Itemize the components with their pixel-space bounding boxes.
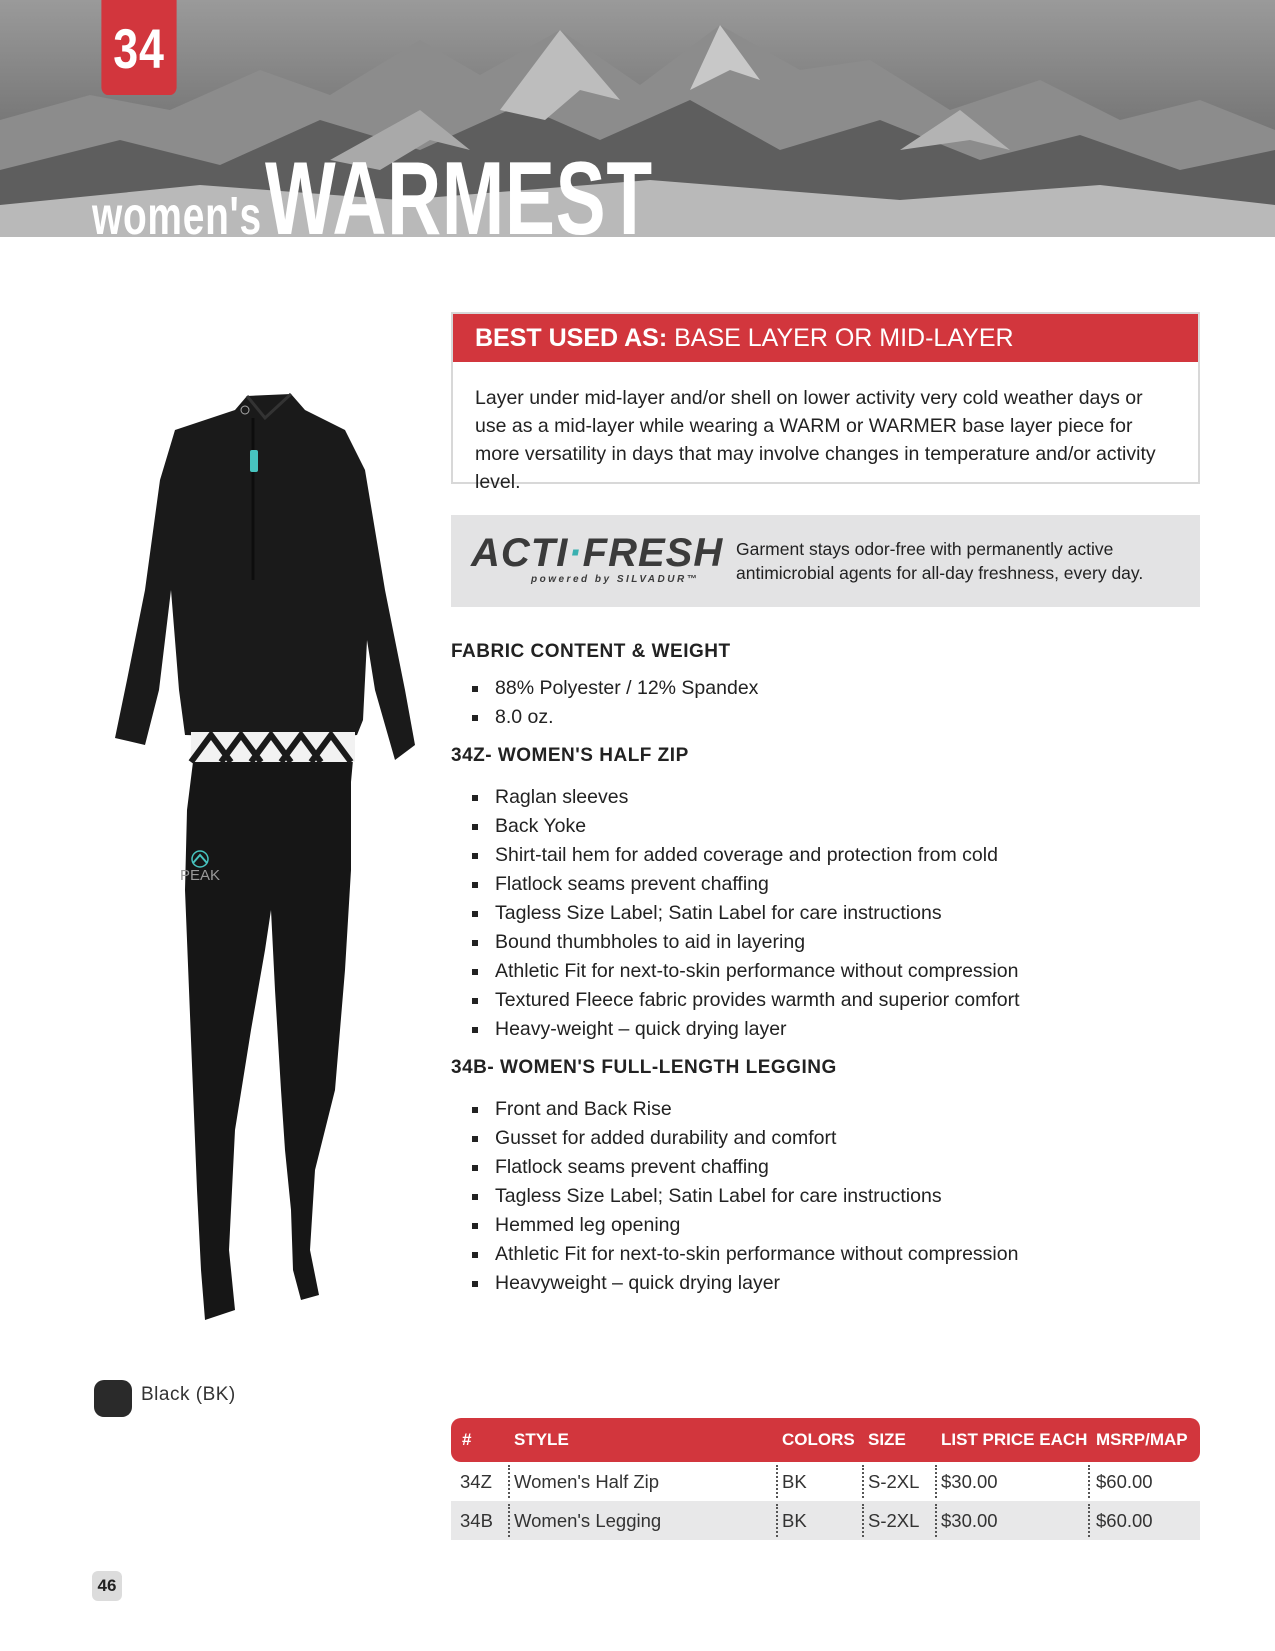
column-divider <box>862 1465 864 1498</box>
best-used-heading <box>453 314 1198 362</box>
title-category: WARMEST <box>265 141 653 237</box>
col-header-msrp: MSRP/MAP <box>1096 1430 1188 1449</box>
column-divider <box>935 1465 937 1498</box>
actifresh-logo-left: ACTI <box>471 531 569 575</box>
legging-heading: 34B- WOMEN'S FULL-LENGTH LEGGING <box>451 1057 837 1078</box>
list-item: Hemmed leg opening <box>470 1211 1018 1240</box>
list-item: Back Yoke <box>470 812 1020 841</box>
color-swatch-label: Black (BK) <box>141 1384 236 1405</box>
column-divider <box>935 1504 937 1537</box>
title-gender: women's <box>92 186 262 237</box>
price-table <box>451 1418 1200 1540</box>
best-used-description: Layer under mid-layer and/or shell on lower activity very cold weather days or use as a mid-layer while wearing a WARM or WARMER base layer piece for more versatility in days that may involve changes in temperature and/or activity level. <box>475 387 1156 493</box>
fabric-list <box>470 674 758 732</box>
list-item: Athletic Fit for next-to-skin performance without compression <box>470 957 1020 986</box>
column-divider <box>1088 1465 1090 1498</box>
page-header <box>0 0 1275 237</box>
list-item: Athletic Fit for next-to-skin performance without compression <box>470 1240 1018 1269</box>
product-image <box>105 390 425 1340</box>
cell-size: S-2XL <box>868 1510 920 1531</box>
cell-msrp: $60.00 <box>1096 1471 1153 1492</box>
list-item: Front and Back Rise <box>470 1095 1018 1124</box>
column-divider <box>508 1465 510 1498</box>
table-row <box>451 1462 1200 1501</box>
list-item: Tagless Size Label; Satin Label for care instructions <box>470 899 1020 928</box>
best-used-label: BEST USED AS: <box>475 324 668 352</box>
list-item: Flatlock seams prevent chaffing <box>470 1153 1018 1182</box>
actifresh-logo <box>471 531 723 576</box>
table-header <box>451 1418 1200 1462</box>
best-used-value: BASE LAYER OR MID-LAYER <box>674 324 1014 352</box>
list-item: Tagless Size Label; Satin Label for care instructions <box>470 1182 1018 1211</box>
cell-list-price: $30.00 <box>941 1471 998 1492</box>
col-header-number: # <box>462 1430 472 1449</box>
column-divider <box>1088 1504 1090 1537</box>
list-item: Gusset for added durability and comfort <box>470 1124 1018 1153</box>
half-zip-top <box>115 394 415 760</box>
list-item: Textured Fleece fabric provides warmth and superior comfort <box>470 986 1020 1015</box>
fabric-heading: FABRIC CONTENT & WEIGHT <box>451 641 731 662</box>
list-item: Heavy-weight – quick drying layer <box>470 1015 1020 1044</box>
column-divider <box>776 1465 778 1498</box>
col-header-colors: COLORS <box>782 1430 855 1449</box>
actifresh-tagline: powered by SILVADUR™ <box>531 574 700 585</box>
actifresh-logo-dot: · <box>568 531 583 575</box>
column-divider <box>862 1504 864 1537</box>
leggings <box>185 760 353 1320</box>
list-item: Bound thumbholes to aid in layering <box>470 928 1020 957</box>
list-item: Heavyweight – quick drying layer <box>470 1269 1018 1298</box>
col-header-size: SIZE <box>868 1430 906 1449</box>
list-item: Raglan sleeves <box>470 783 1020 812</box>
list-item: 88% Polyester / 12% Spandex <box>470 674 758 703</box>
cell-style: Women's Half Zip <box>514 1471 660 1492</box>
table-row <box>451 1501 1200 1540</box>
cell-msrp: $60.00 <box>1096 1510 1153 1531</box>
list-item: Shirt-tail hem for added coverage and protection from cold <box>470 841 1020 870</box>
list-item: 8.0 oz. <box>470 703 758 732</box>
cell-colors: BK <box>782 1510 807 1531</box>
page-title <box>92 140 653 237</box>
best-used-panel <box>451 312 1200 493</box>
cell-number: 34Z <box>460 1471 492 1492</box>
half-zip-list <box>470 783 1020 1044</box>
page-number: 46 <box>92 1571 122 1601</box>
peak-logo-text: PEAK <box>180 867 221 884</box>
cell-list-price: $30.00 <box>941 1510 998 1531</box>
color-swatch-black <box>94 1380 132 1417</box>
list-item: Flatlock seams prevent chaffing <box>470 870 1020 899</box>
page-section-badge: 34 <box>101 0 176 95</box>
actifresh-description: Garment stays odor-free with permanently active antimicrobial agents for all-day freshness, every day. <box>736 539 1144 583</box>
col-header-style: STYLE <box>514 1430 569 1449</box>
actifresh-logo-right: FRESH <box>582 531 724 575</box>
col-header-list-price: LIST PRICE EACH <box>941 1430 1088 1449</box>
zipper-pull-icon <box>250 450 258 472</box>
cell-size: S-2XL <box>868 1471 920 1492</box>
column-divider <box>508 1504 510 1537</box>
half-zip-heading: 34Z- WOMEN'S HALF ZIP <box>451 745 689 766</box>
actifresh-panel <box>451 515 1200 607</box>
column-divider <box>776 1504 778 1537</box>
legging-list <box>470 1095 1018 1298</box>
cell-style: Women's Legging <box>514 1510 662 1531</box>
cell-number: 34B <box>460 1510 493 1531</box>
cell-colors: BK <box>782 1471 807 1492</box>
